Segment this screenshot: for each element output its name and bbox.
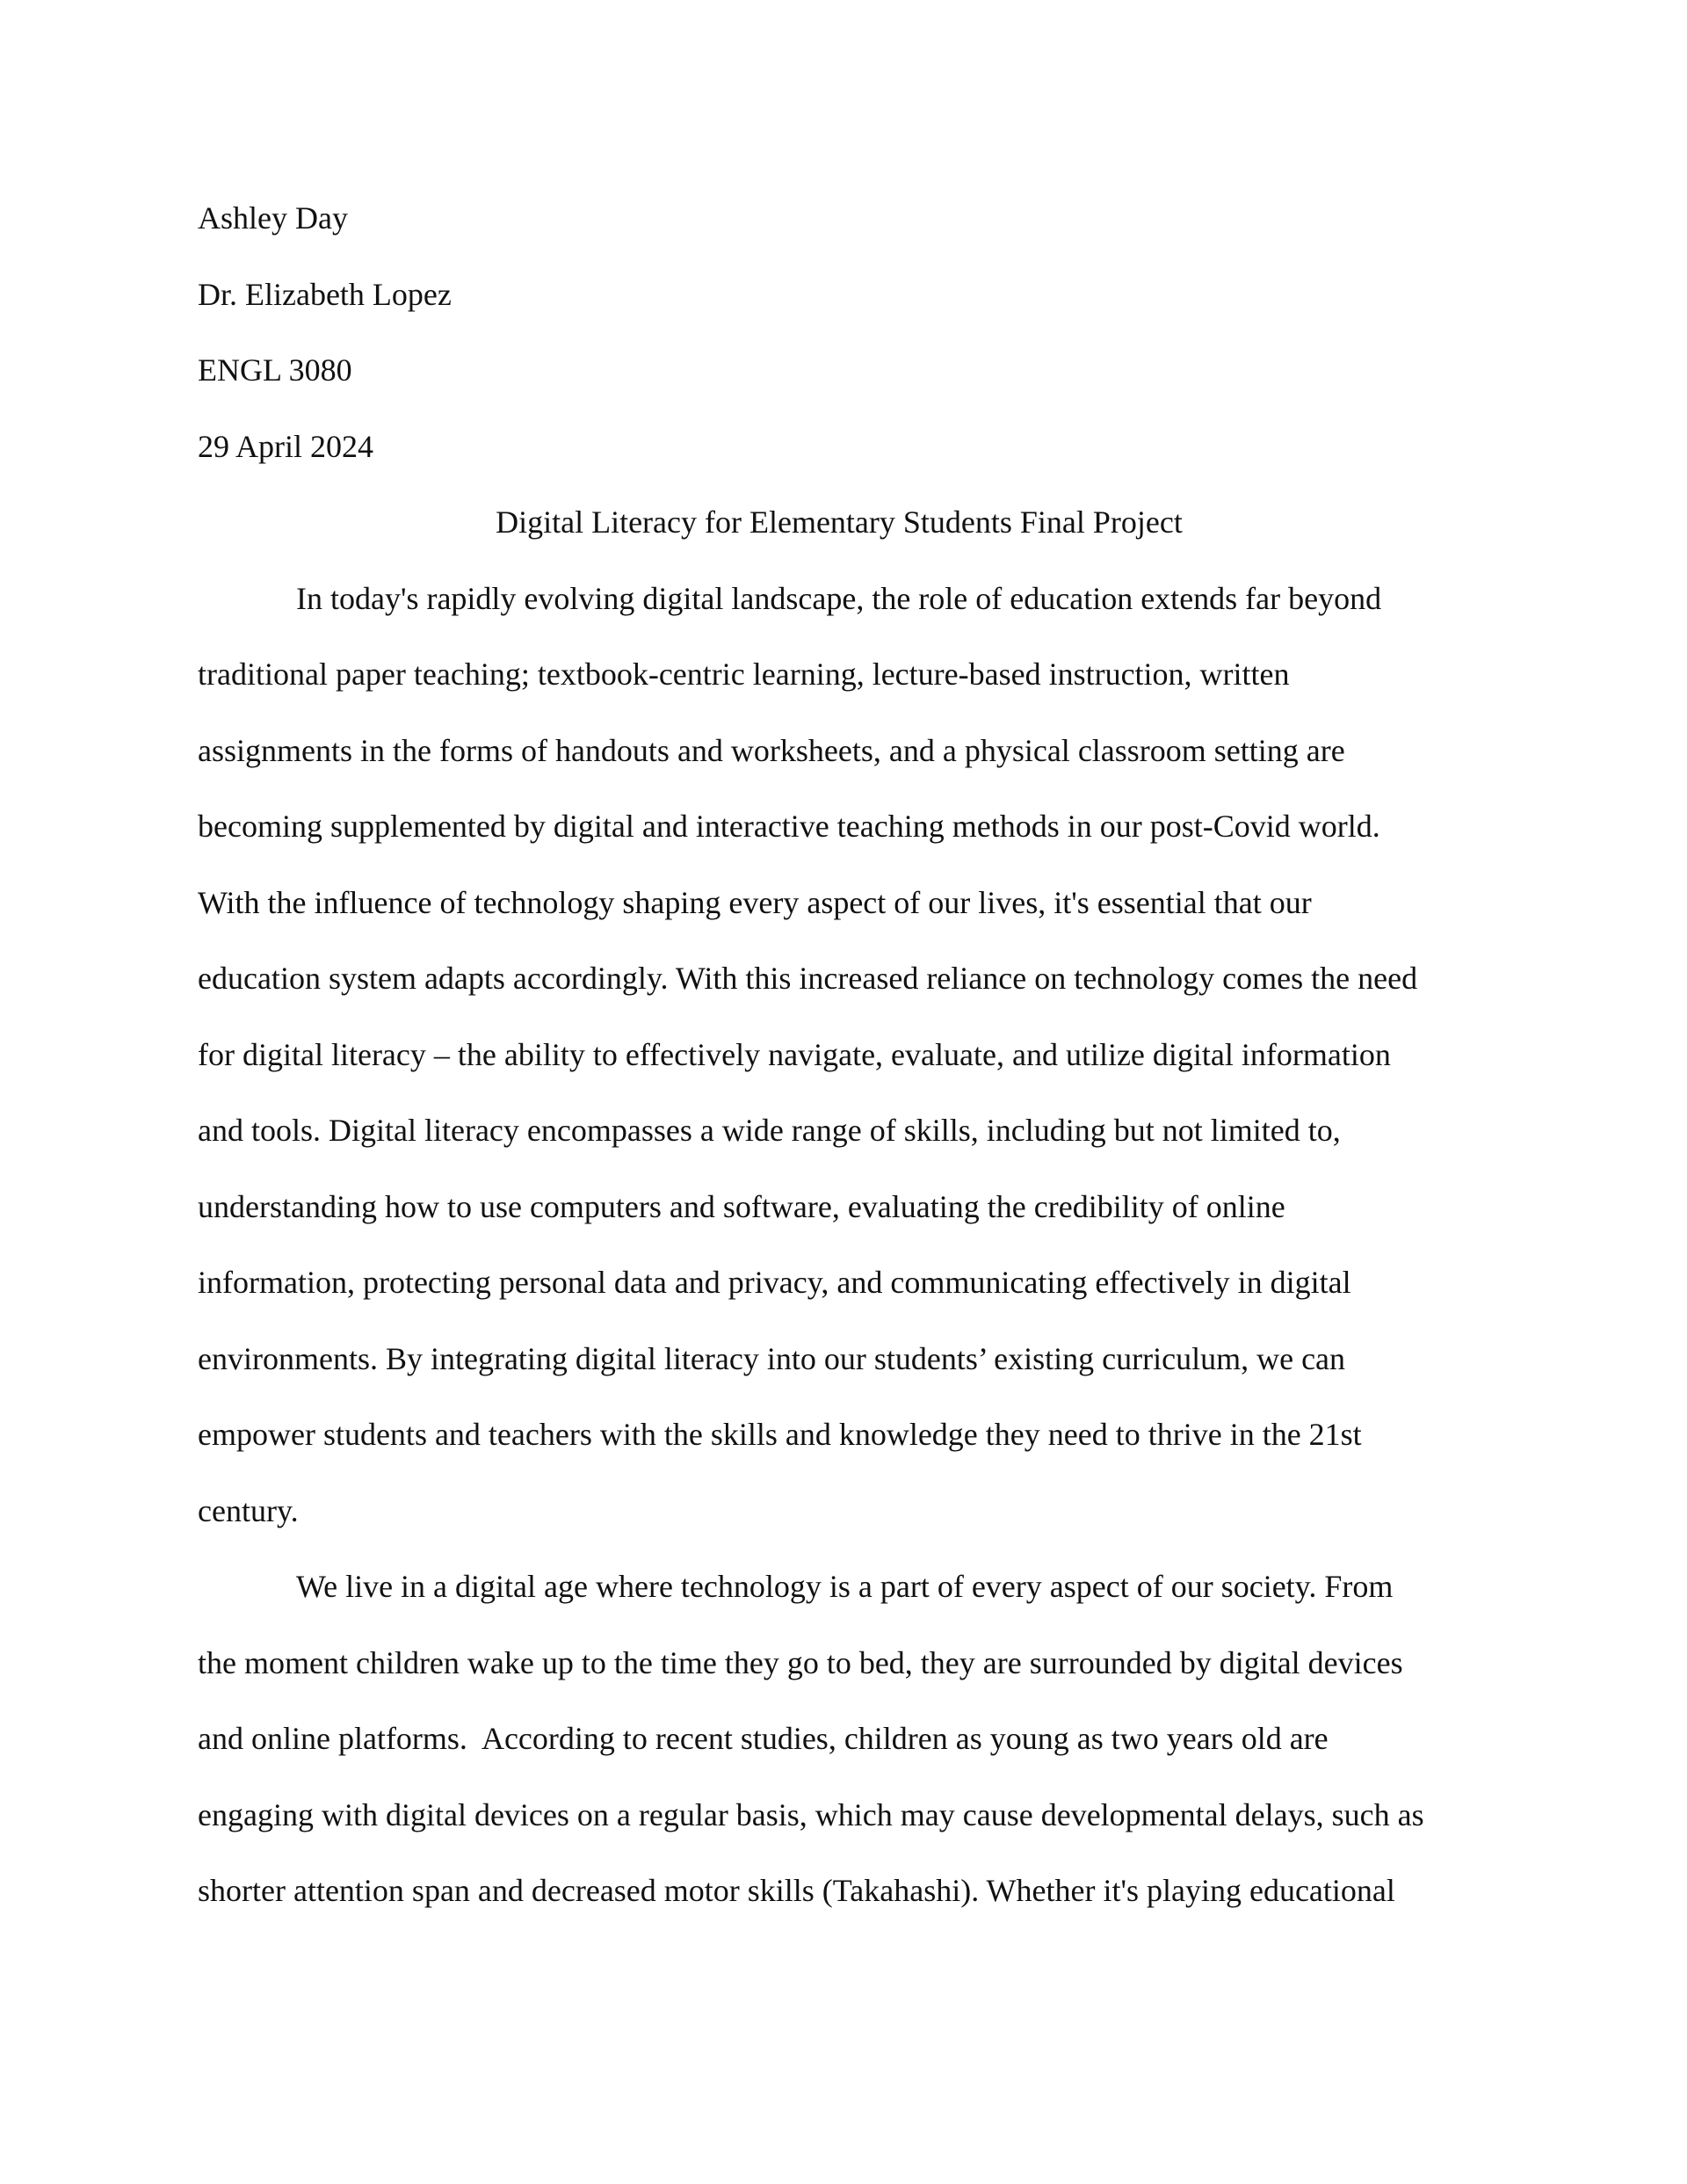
paragraph-line: for digital literacy – the ability to effectively navigate, evaluate, and utilize digital information	[198, 1036, 1391, 1072]
paragraph-line: environments. By integrating digital literacy into our students’ existing curriculum, we can	[198, 1340, 1346, 1376]
paragraph-line: We live in a digital age where technology is a part of every aspect of our society. From	[296, 1569, 1394, 1604]
paragraph-line: shorter attention span and decreased motor skills (Takahashi). Whether it's playing educational	[198, 1873, 1395, 1908]
paragraph-line: engaging with digital devices on a regular basis, which may cause developmental delays, such as	[198, 1796, 1424, 1832]
paragraph-line: the moment children wake up to the time they go to bed, they are surrounded by digital devices	[198, 1644, 1403, 1680]
paragraph-line: information, protecting personal data and privacy, and communicating effectively in digital	[198, 1265, 1351, 1300]
paragraph-line: empower students and teachers with the skills and knowledge they need to thrive in the 21st	[198, 1417, 1362, 1452]
paragraph-line: becoming supplemented by digital and interactive teaching methods in our post-Covid world.	[198, 809, 1380, 844]
student-name: Ashley Day	[198, 200, 348, 236]
course-code: ENGL 3080	[198, 352, 352, 388]
instructor-name: Dr. Elizabeth Lopez	[198, 276, 452, 312]
paragraph-line: century.	[198, 1492, 299, 1528]
paragraph-line: understanding how to use computers and software, evaluating the credibility of online	[198, 1188, 1285, 1224]
paragraph-line: assignments in the forms of handouts and worksheets, and a physical classroom setting are	[198, 732, 1345, 768]
paragraph-line: In today's rapidly evolving digital landscape, the role of education extends far beyond	[296, 580, 1382, 616]
document-body	[198, 180, 1481, 1929]
paragraph-line: and tools. Digital literacy encompasses a wide range of skills, including but not limited to,	[198, 1113, 1341, 1148]
submission-date: 29 April 2024	[198, 428, 374, 464]
paragraph-2	[198, 1549, 1481, 1929]
paragraph-1	[198, 561, 1481, 1549]
paragraph-line: education system adapts accordingly. With this increased reliance on technology comes the need	[198, 961, 1418, 996]
paragraph-line: and online platforms. According to recent studies, children as young as two years old are	[198, 1721, 1329, 1756]
paragraph-line: traditional paper teaching; textbook-centric learning, lecture-based instruction, written	[198, 657, 1290, 692]
paragraph-line: With the influence of technology shaping every aspect of our lives, it's essential that our	[198, 884, 1312, 920]
document-title: Digital Literacy for Elementary Students Final Project	[496, 504, 1183, 540]
